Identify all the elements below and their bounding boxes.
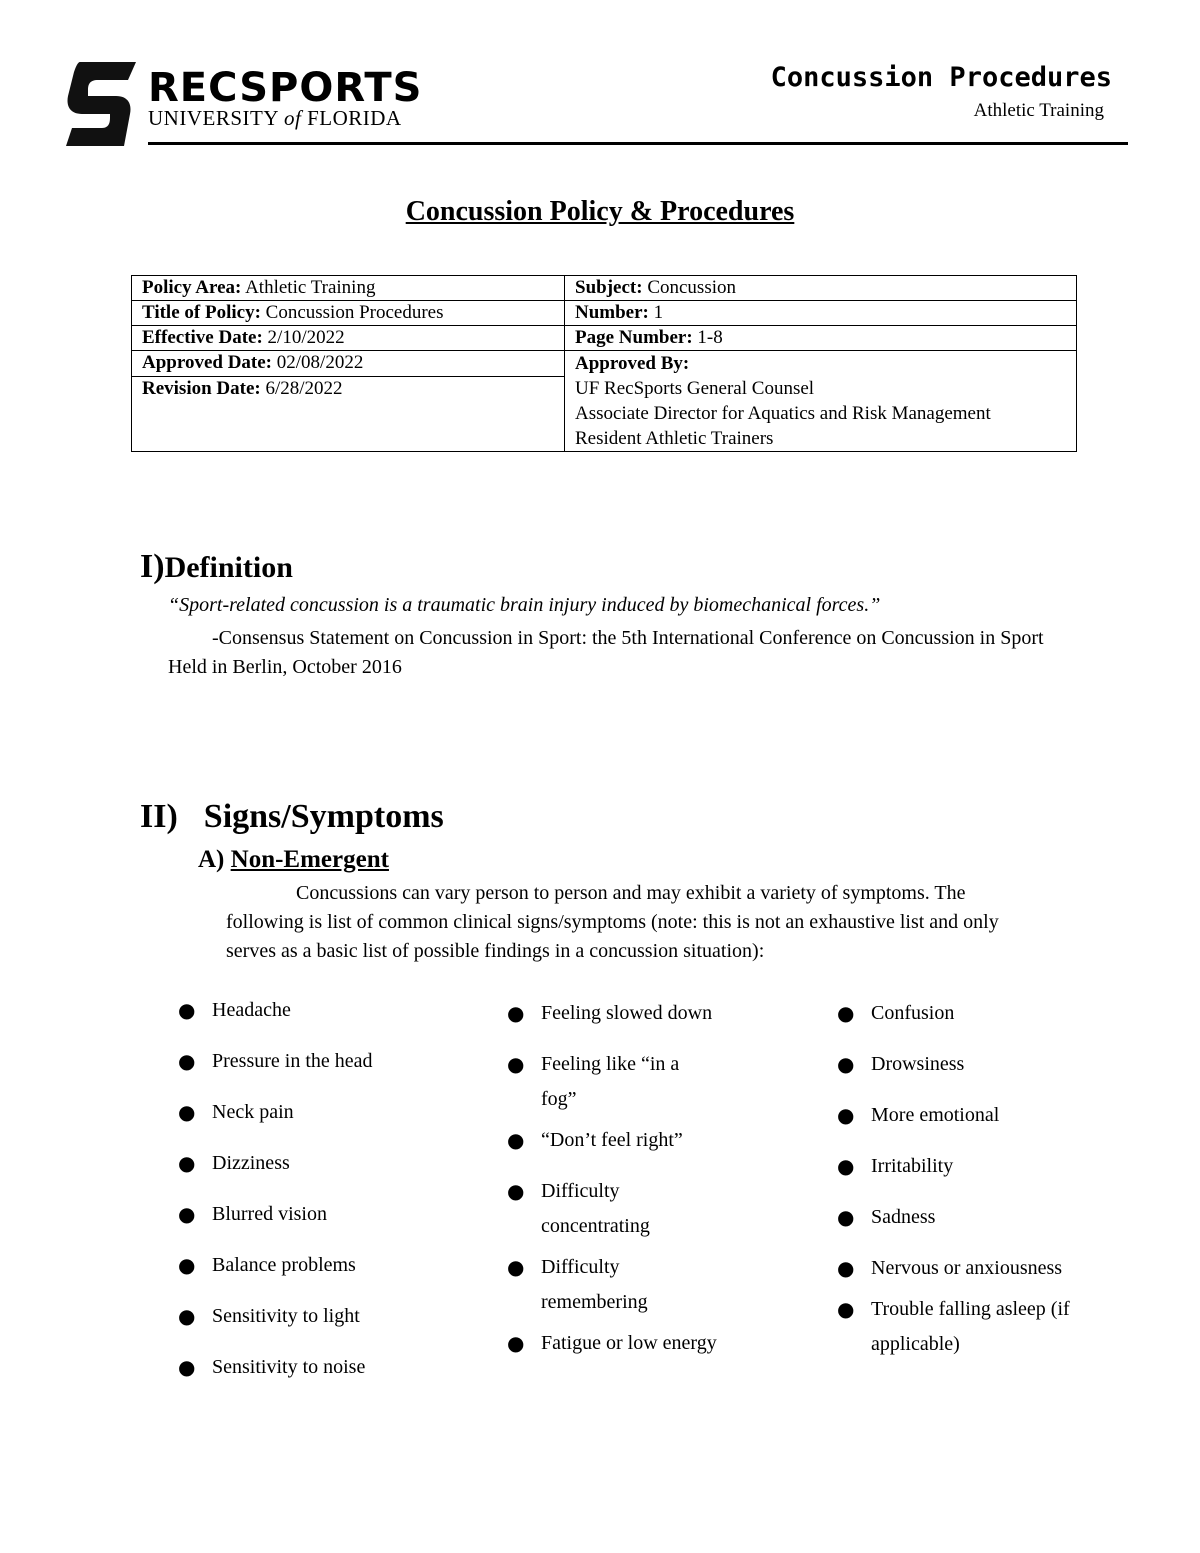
definition-citation: -Consensus Statement on Concussion in Sport: the 5th International Conference on Concussion in Sport Held in Berlin, October 2016 xyxy=(168,627,1044,678)
list-item: ● Nervous or anxiousness xyxy=(837,1251,1077,1286)
effective-date-cell xyxy=(132,326,565,351)
list-item: ● “Don’t feel right” xyxy=(507,1123,717,1158)
approved-date-cell xyxy=(132,351,565,377)
policy-title-cell xyxy=(132,301,565,326)
logo-sub-of: of xyxy=(283,106,302,130)
header-doc-title: Concussion Procedures xyxy=(770,62,1112,93)
list-item: ● Drowsiness xyxy=(837,1047,1077,1082)
list-item: ● Dizziness xyxy=(178,1149,478,1200)
number-cell xyxy=(565,301,1077,326)
subsection-title: Non-Emergent xyxy=(230,846,389,873)
revision-date-cell xyxy=(132,376,565,451)
list-item: ● Headache xyxy=(178,996,478,1047)
section-number: II) xyxy=(140,798,178,835)
logo-main-text: RECSPORTS xyxy=(148,65,423,111)
approver-item: Resident Athletic Trainers xyxy=(575,428,774,449)
header-doc-subtitle: Athletic Training xyxy=(973,100,1104,121)
list-item: ● Sensitivity to light xyxy=(178,1302,478,1353)
page-number-value: 1-8 xyxy=(697,327,723,348)
page-number-label: Page Number: xyxy=(575,327,693,348)
subject-cell xyxy=(565,276,1077,301)
section-heading-definition xyxy=(140,548,293,586)
subject-value: Concussion xyxy=(647,277,736,298)
logo-wordmark xyxy=(148,66,422,128)
approver-item: UF RecSports General Counsel xyxy=(575,378,815,399)
list-item: ● Pressure in the head xyxy=(178,1047,478,1098)
policy-info-table xyxy=(131,275,1077,452)
list-item: ● Irritability xyxy=(837,1149,1077,1184)
list-item: ● Feeling slowed down xyxy=(507,996,717,1031)
approved-date-value: 02/08/2022 xyxy=(276,352,364,373)
policy-area-value: Athletic Training xyxy=(245,277,376,298)
table-row xyxy=(132,301,1077,326)
table-row xyxy=(132,326,1077,351)
subsection-letter: A) xyxy=(198,846,225,873)
recsports-logo-icon xyxy=(66,62,136,146)
section-title: Definition xyxy=(164,551,293,584)
policy-area-cell xyxy=(132,276,565,301)
effective-date-value: 2/10/2022 xyxy=(267,327,345,348)
approved-by-label: Approved By: xyxy=(575,353,690,374)
subject-label: Subject: xyxy=(575,277,643,298)
table-row xyxy=(132,351,1077,377)
list-item: ● Fatigue or low energy xyxy=(507,1326,717,1361)
number-value: 1 xyxy=(653,302,664,323)
approved-by-cell xyxy=(565,351,1077,452)
policy-title-label: Title of Policy: xyxy=(142,302,261,323)
list-item: ● Sadness xyxy=(837,1200,1077,1235)
logo-sub-university: UNIVERSITY xyxy=(148,106,279,130)
symptoms-intro-paragraph: Concussions can vary person to person and may exhibit a variety of symptoms. The following is list of common clinical signs/symptoms (note: this is not an exhaustive list and only serves as a basic list of possible findings in a concussion situation): xyxy=(226,882,999,962)
list-item: ● More emotional xyxy=(837,1098,1077,1133)
symptom-list-column-3 xyxy=(837,996,1077,1368)
page-title: Concussion Policy & Procedures xyxy=(405,196,795,227)
symptom-list-column-2 xyxy=(507,996,717,1367)
list-item: ● Neck pain xyxy=(178,1098,478,1149)
list-item: ● Difficulty concentrating xyxy=(507,1174,717,1244)
revision-date-label: Revision Date: xyxy=(142,377,261,399)
policy-area-label: Policy Area: xyxy=(142,277,242,298)
effective-date-label: Effective Date: xyxy=(142,327,263,348)
list-item: ● Sensitivity to noise xyxy=(178,1353,478,1404)
list-item: ● Blurred vision xyxy=(178,1200,478,1251)
list-item: ● Difficulty remembering xyxy=(507,1250,717,1320)
definition-quote: “Sport-related concussion is a traumatic brain injury induced by biomechanical forces.” xyxy=(168,594,881,616)
approver-item: Associate Director for Aquatics and Risk Management xyxy=(575,403,991,424)
approved-date-label: Approved Date: xyxy=(142,352,273,373)
list-item: ● Trouble falling asleep (if applicable) xyxy=(837,1292,1077,1362)
revision-date-value: 6/28/2022 xyxy=(265,377,343,399)
header-divider xyxy=(148,142,1128,145)
section-heading-signs-symptoms xyxy=(140,798,444,836)
section-title: Signs/Symptoms xyxy=(203,798,444,835)
list-item: ● Feeling like “in a fog” xyxy=(507,1047,717,1117)
logo-sub-text xyxy=(148,108,422,128)
policy-title-value: Concussion Procedures xyxy=(265,302,444,323)
list-item: ● Confusion xyxy=(837,996,1077,1031)
page-number-cell xyxy=(565,326,1077,351)
list-item: ● Balance problems xyxy=(178,1251,478,1302)
number-label: Number: xyxy=(575,302,649,323)
logo-sub-florida: FLORIDA xyxy=(307,106,402,130)
table-row xyxy=(132,276,1077,301)
symptom-list-column-1 xyxy=(178,996,478,1404)
section-number: I) xyxy=(140,548,165,585)
subsection-heading-non-emergent xyxy=(198,846,389,874)
